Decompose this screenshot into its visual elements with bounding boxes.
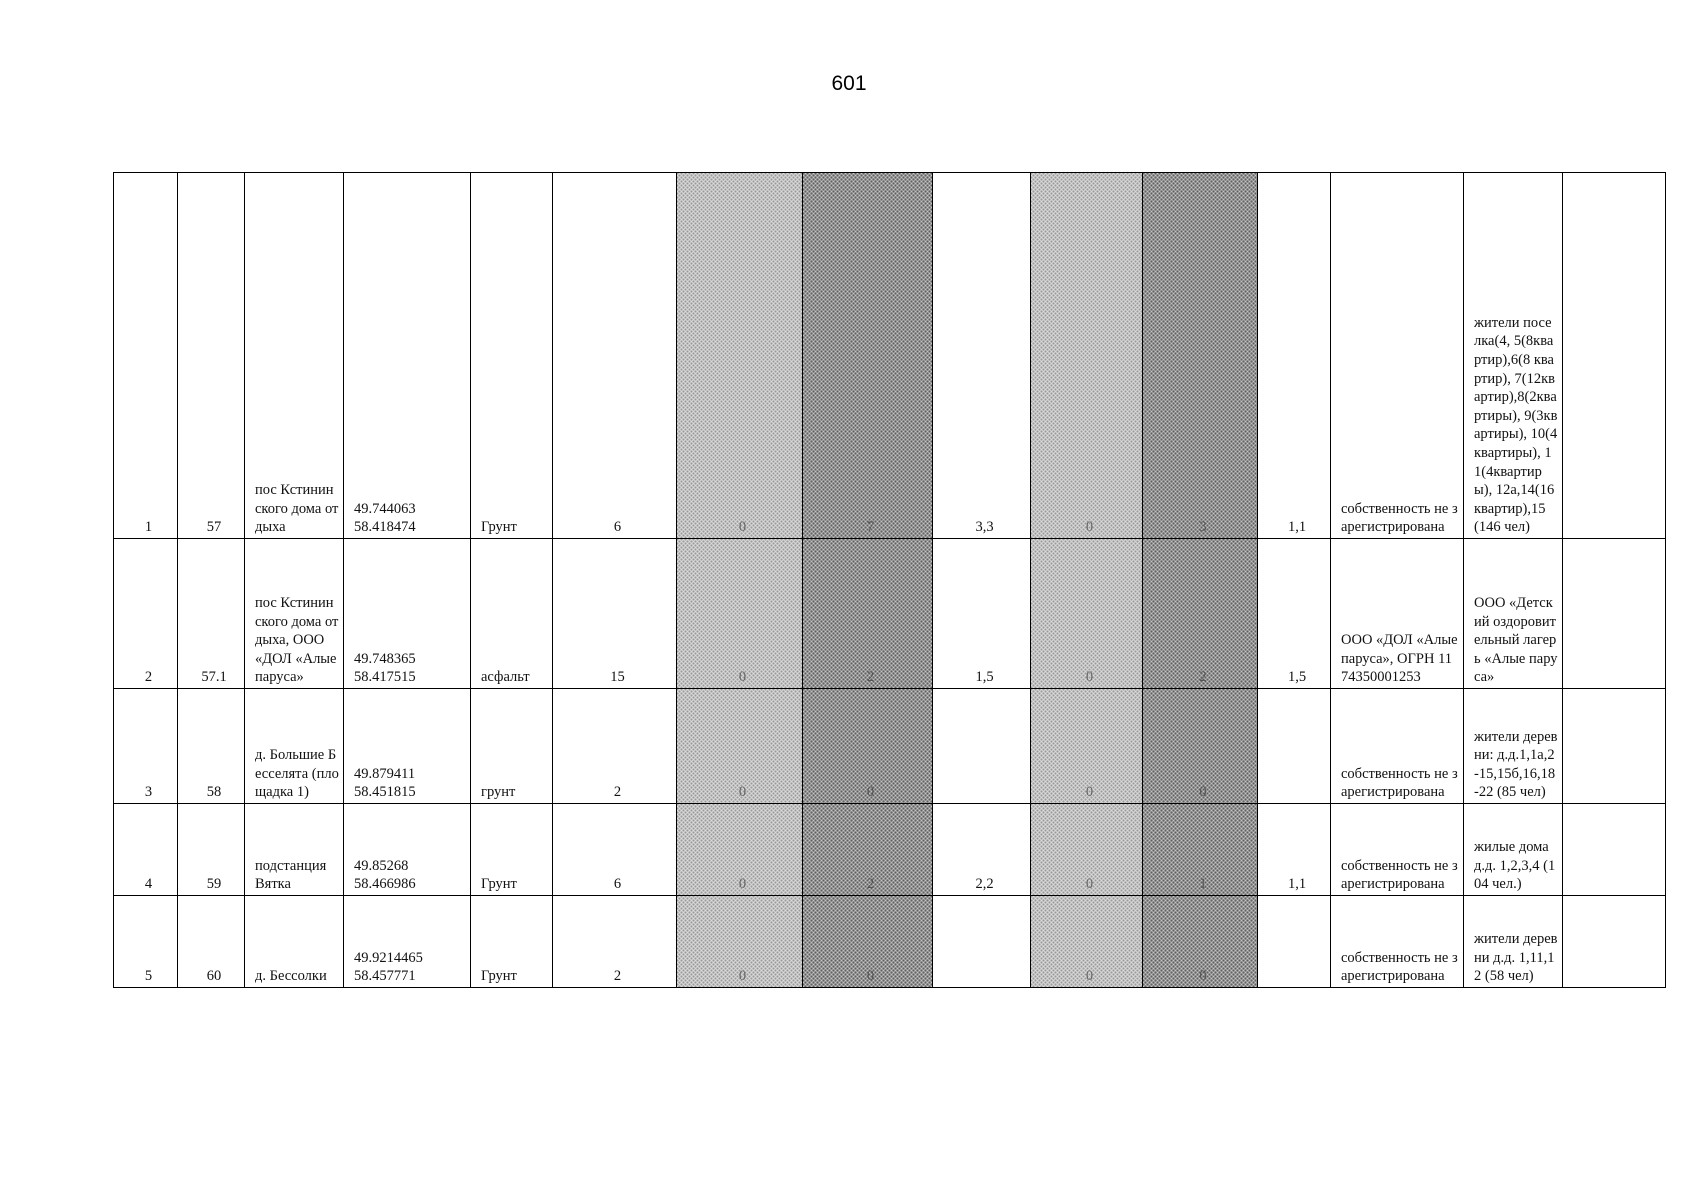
coordinates-cell: 49.9214465 58.457771	[344, 896, 471, 988]
value-cell: 3,3	[933, 173, 1031, 539]
surface-cell: Грунт	[471, 896, 553, 988]
site-id-cell: 59	[178, 804, 245, 896]
shaded-value-cell: 2	[803, 804, 933, 896]
shaded-value-cell: 0	[677, 896, 803, 988]
location-cell: подстанция Вятка	[245, 804, 344, 896]
shaded-value-cell: 3	[1143, 173, 1258, 539]
table-row	[114, 896, 1666, 988]
location-cell: пос Кстининского дома отдыха, ООО «ДОЛ «Алые паруса»	[245, 539, 344, 689]
shaded-value-cell: 2	[803, 539, 933, 689]
value-cell: 1,5	[1258, 539, 1331, 689]
row-number-cell: 1	[114, 173, 178, 539]
shaded-value-cell: 2	[1143, 539, 1258, 689]
coordinates-cell: 49.748365 58.417515	[344, 539, 471, 689]
location-cell: пос Кстининского дома отдыха	[245, 173, 344, 539]
value-cell	[1258, 689, 1331, 804]
value-cell: 1,1	[1258, 804, 1331, 896]
value-cell	[933, 689, 1031, 804]
value-cell: 2,2	[933, 804, 1031, 896]
value-cell: 1,5	[933, 539, 1031, 689]
owner-cell: ООО «ДОЛ «Алые паруса», ОГРН 1174350001253	[1331, 539, 1464, 689]
owner-cell: собственность не зарегистрирована	[1331, 173, 1464, 539]
area-cell: 15	[553, 539, 677, 689]
extra-cell	[1563, 539, 1666, 689]
shaded-value-cell: 7	[803, 173, 933, 539]
table-row	[114, 173, 1666, 539]
served-sources-cell: жилые дома д.д. 1,2,3,4 (104 чел.)	[1464, 804, 1563, 896]
extra-cell	[1563, 804, 1666, 896]
table-row	[114, 539, 1666, 689]
area-cell: 2	[553, 896, 677, 988]
shaded-value-cell: 0	[677, 804, 803, 896]
shaded-value-cell: 0	[1143, 896, 1258, 988]
owner-cell: собственность не зарегистрирована	[1331, 804, 1464, 896]
shaded-value-cell: 0	[1031, 804, 1143, 896]
owner-cell: собственность не зарегистрирована	[1331, 896, 1464, 988]
surface-cell: грунт	[471, 689, 553, 804]
extra-cell	[1563, 173, 1666, 539]
table-row	[114, 804, 1666, 896]
shaded-value-cell: 0	[1031, 539, 1143, 689]
row-number-cell: 5	[114, 896, 178, 988]
served-sources-cell: ООО «Детский оздоровительный лагерь «Алые паруса»	[1464, 539, 1563, 689]
owner-cell: собственность не зарегистрирована	[1331, 689, 1464, 804]
value-cell	[933, 896, 1031, 988]
waste-sites-table	[113, 172, 1666, 988]
row-number-cell: 3	[114, 689, 178, 804]
coordinates-cell: 49.744063 58.418474	[344, 173, 471, 539]
shaded-value-cell: 0	[803, 896, 933, 988]
shaded-value-cell: 0	[1031, 689, 1143, 804]
row-number-cell: 4	[114, 804, 178, 896]
area-cell: 6	[553, 173, 677, 539]
site-id-cell: 58	[178, 689, 245, 804]
extra-cell	[1563, 689, 1666, 804]
served-sources-cell: жители поселка(4, 5(8квартир),6(8 квартир), 7(12квартир),8(2квартиры), 9(3квартиры), 10(4квартиры), 11(4квартиры), 12а,14(16квартир),15 (146 чел)	[1464, 173, 1563, 539]
page-number: 601	[831, 72, 867, 95]
coordinates-cell: 49.85268 58.466986	[344, 804, 471, 896]
location-cell: д. Бессолки	[245, 896, 344, 988]
area-cell: 6	[553, 804, 677, 896]
shaded-value-cell: 1	[1143, 804, 1258, 896]
shaded-value-cell: 0	[1143, 689, 1258, 804]
surface-cell: Грунт	[471, 804, 553, 896]
surface-cell: асфальт	[471, 539, 553, 689]
shaded-value-cell: 0	[1031, 173, 1143, 539]
value-cell: 1,1	[1258, 173, 1331, 539]
site-id-cell: 57	[178, 173, 245, 539]
site-id-cell: 60	[178, 896, 245, 988]
table-row	[114, 689, 1666, 804]
extra-cell	[1563, 896, 1666, 988]
value-cell	[1258, 896, 1331, 988]
area-cell: 2	[553, 689, 677, 804]
shaded-value-cell: 0	[677, 539, 803, 689]
shaded-value-cell: 0	[677, 689, 803, 804]
shaded-value-cell: 0	[803, 689, 933, 804]
shaded-value-cell: 0	[1031, 896, 1143, 988]
served-sources-cell: жители деревни: д.д.1,1а,2-15,15б,16,18-22 (85 чел)	[1464, 689, 1563, 804]
shaded-value-cell: 0	[677, 173, 803, 539]
location-cell: д. Большие Бесселята (площадка 1)	[245, 689, 344, 804]
coordinates-cell: 49.879411 58.451815	[344, 689, 471, 804]
served-sources-cell: жители деревни д.д. 1,11,12 (58 чел)	[1464, 896, 1563, 988]
surface-cell: Грунт	[471, 173, 553, 539]
row-number-cell: 2	[114, 539, 178, 689]
site-id-cell: 57.1	[178, 539, 245, 689]
